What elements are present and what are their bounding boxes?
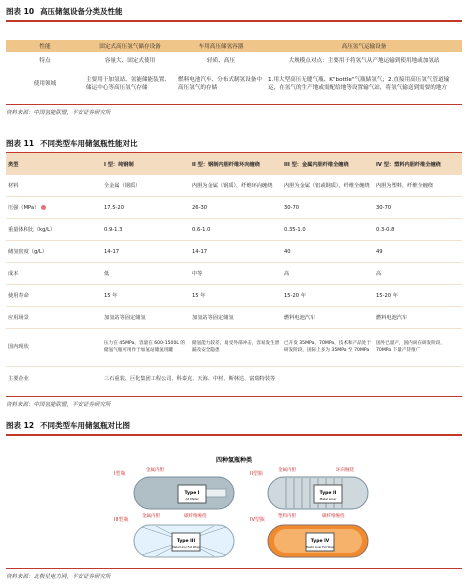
tank-name: Type III — [176, 539, 196, 544]
table-cell: 49 — [376, 248, 383, 255]
table-header: 车用高压储氢容器 — [198, 44, 244, 50]
table-cell: 30-70 — [284, 204, 300, 211]
table-row — [6, 329, 462, 367]
fig10-label: 图表 10 — [6, 7, 35, 16]
tank-callout: 金属内胆 — [278, 468, 296, 473]
table-cell: 40 — [284, 248, 291, 255]
fig11-title: 不同类型车用储氢瓶性能对比 — [40, 139, 138, 148]
tank-sub: All Metal — [185, 497, 199, 501]
table-cell: 使用领域 — [33, 81, 57, 87]
tank-tag: II型瓶 — [250, 471, 263, 477]
tank-callout: 环向缠绕 — [336, 468, 354, 473]
table-cell: 主要企业 — [8, 375, 29, 382]
table-cell: 14-17 — [104, 248, 120, 255]
table-cell: 26-30 — [192, 204, 208, 211]
table-cell: 30-70 — [376, 204, 392, 211]
table-cell: 加氢站等固定储氢 — [192, 315, 234, 321]
tank-tag: III型瓶 — [114, 517, 129, 523]
table-cell: 1.用大型高压无缝气瓶、K"bottle"气瓶储氢气；2.直接用高压氢气管道输运，在氢气的生产地或需配给地等设置输气站，将氢气输送到需要的地方 — [268, 77, 450, 91]
tank-callout: 碳纤维缠绕 — [184, 514, 207, 519]
fig10-bottom-rule — [6, 104, 462, 105]
table-row — [6, 263, 462, 285]
table-header: 性能 — [39, 44, 51, 50]
table-cell: 燃料电池汽车、分布式制氢设备中高压氢气的存储 — [178, 77, 262, 91]
tank-diagram — [6, 453, 462, 565]
table-cell — [6, 202, 102, 213]
tank-type-1 — [114, 466, 234, 509]
fig12-footer — [6, 568, 462, 580]
fig10-source: 资料来源：中国氢能联盟，平安证券研究所 — [6, 110, 111, 116]
table-cell: 17.5-20 — [104, 204, 125, 211]
fig10-header-row — [6, 40, 462, 52]
table-cell: 加氢站等固定储氢 — [104, 315, 146, 321]
table-header: 类型 — [8, 161, 19, 168]
table-cell: 主要用于加氢站、氢能储能装置、储运中心等高压氢气存储 — [86, 77, 170, 91]
tank-callout: 金属内胆 — [142, 514, 160, 519]
table-cell: 压力在 45MPa，容量在 600-1500L 的储氢气瓶可用作于加氢站储氢用罐 — [104, 341, 185, 353]
table-header: 固定式高压氢气储存设备 — [99, 44, 161, 50]
table-row — [6, 197, 462, 219]
table-cell: 三石重装、巨化集团工程公司、科泰克、天海、中材、斯林达、富瑞特装等 — [104, 375, 276, 382]
table-header: I 型：纯钢制 — [104, 161, 134, 168]
fig11-bottom-rule — [6, 396, 462, 397]
pressure-label: 压强（MPa） — [8, 205, 40, 211]
tank-tag: I型瓶 — [114, 471, 126, 477]
fig12-bottom-rule — [6, 568, 462, 569]
table-cell: 储氢能力较差，易受外部冲击，容易发生泄漏及安全隐患 — [192, 341, 280, 353]
table-cell: 特点 — [39, 58, 51, 64]
table-cell: 使用寿命 — [8, 293, 29, 299]
fig11-header — [6, 138, 462, 154]
tank-type-3 — [114, 512, 234, 557]
tank-callout: 塑料内胆 — [278, 514, 296, 519]
diagram-title: 四种氢瓶种类 — [215, 457, 253, 464]
table-cell: 15 年 — [192, 293, 206, 299]
table-cell: 应用场景 — [8, 315, 29, 321]
table-cell: 全金属（钢质） — [104, 183, 141, 189]
table-cell: 材料 — [8, 183, 19, 189]
table-row — [6, 367, 462, 389]
table-cell: 内胆为塑料，纤维全缠绕 — [376, 183, 434, 189]
fig10-title: 高压储氢设备分类及性能 — [40, 7, 123, 16]
table-cell: 内胆为金属（铝或钢质），纤维全缠绕 — [284, 183, 370, 189]
tank-name: Type I — [184, 491, 200, 496]
table-cell: 容量大、固定式使用 — [104, 58, 156, 64]
table-cell: 0.35-1.0 — [284, 226, 306, 233]
table-cell: 0.3-0.8 — [376, 226, 395, 233]
tank-tag: IV型瓶 — [250, 517, 265, 523]
tank-callout: 碳纤维缠绕 — [322, 514, 345, 519]
table-cell: 已开发 35MPa、70MPa，技术和产品处于研发阶段，国际上多为 35MPa 至 70MPa — [284, 341, 371, 353]
table-header: IV 型：塑料内胆纤维全缠绕 — [376, 161, 441, 168]
table-cell: 14-17 — [192, 248, 208, 255]
fig10-header — [6, 6, 462, 22]
table-row — [6, 68, 462, 98]
table-row — [6, 52, 462, 68]
fig11-source: 资料来源：中国氢能联盟，平安证券研究所 — [6, 402, 111, 408]
tank-sub: Metal Liner — [319, 497, 337, 501]
table-cell: 15-20 年 — [284, 293, 306, 299]
tank-name: Type IV — [310, 539, 330, 544]
table-cell: 储氢密度（g/L） — [8, 249, 48, 255]
table-cell: 国内现状 — [8, 343, 29, 350]
table-cell: 轻质、高压 — [207, 58, 235, 64]
table-header: III 型：金属内胆纤维全缠绕 — [284, 161, 349, 168]
tank-type-4 — [250, 512, 368, 557]
table-cell: 国外已量产，国内尚在研发阶段，70MPa 下量产待推广 — [376, 341, 445, 353]
table-header: 高压氢气运输设备 — [341, 44, 387, 50]
tank-type-2 — [250, 466, 368, 509]
table-cell: 高 — [376, 271, 382, 277]
fig11-table — [6, 153, 462, 389]
tank-callout: 金属内胆 — [146, 468, 164, 473]
table-cell: 15 年 — [104, 293, 118, 299]
table-cell: 成本 — [8, 271, 19, 277]
table-row — [6, 241, 462, 263]
table-cell: 高 — [284, 271, 290, 277]
fig10-rule — [6, 20, 462, 22]
table-row — [6, 175, 462, 197]
fig12-title: 不同类型车用储氢瓶对比图 — [40, 421, 131, 430]
fig11-header-row — [6, 153, 462, 175]
fig10-footer — [6, 104, 462, 116]
fig12-label: 图表 12 — [6, 421, 35, 430]
table-cell: 大规模点对点：主要用于将氢气从产地运输到使用地或加氢站 — [288, 58, 440, 64]
table-cell: 低 — [104, 271, 110, 277]
fig12-rule — [6, 434, 462, 436]
fig10-table — [6, 40, 462, 98]
table-cell: 重量体积比（kg/L） — [8, 227, 56, 233]
table-cell: 15-20 年 — [376, 293, 398, 299]
table-row — [6, 285, 462, 307]
fig12-header — [6, 420, 462, 436]
table-header: II 型：钢制内胆纤维环向缠绕 — [192, 161, 260, 168]
table-cell: 中等 — [192, 271, 203, 277]
tank-sub: Plastic Liner Full Wrap — [305, 546, 335, 549]
table-cell: 燃料电池汽车 — [284, 315, 316, 321]
table-cell: 0.6-1.0 — [192, 226, 211, 233]
table-row — [6, 307, 462, 329]
fig11-label: 图表 11 — [6, 139, 35, 148]
fig12-source: 资料来源：北极星电力网，平安证券研究所 — [6, 574, 111, 580]
table-cell: 燃料电池汽车 — [376, 315, 408, 321]
table-cell: 内胆为金属（钢质），纤维环向缠绕 — [192, 183, 273, 189]
tank-sub: Metal Liner Full Wrap — [172, 546, 200, 549]
table-cell: 0.9-1.3 — [104, 226, 123, 233]
highlight-marker-icon — [41, 205, 46, 210]
fig11-footer — [6, 396, 462, 408]
table-row — [6, 219, 462, 241]
tank-name: Type II — [319, 491, 337, 496]
